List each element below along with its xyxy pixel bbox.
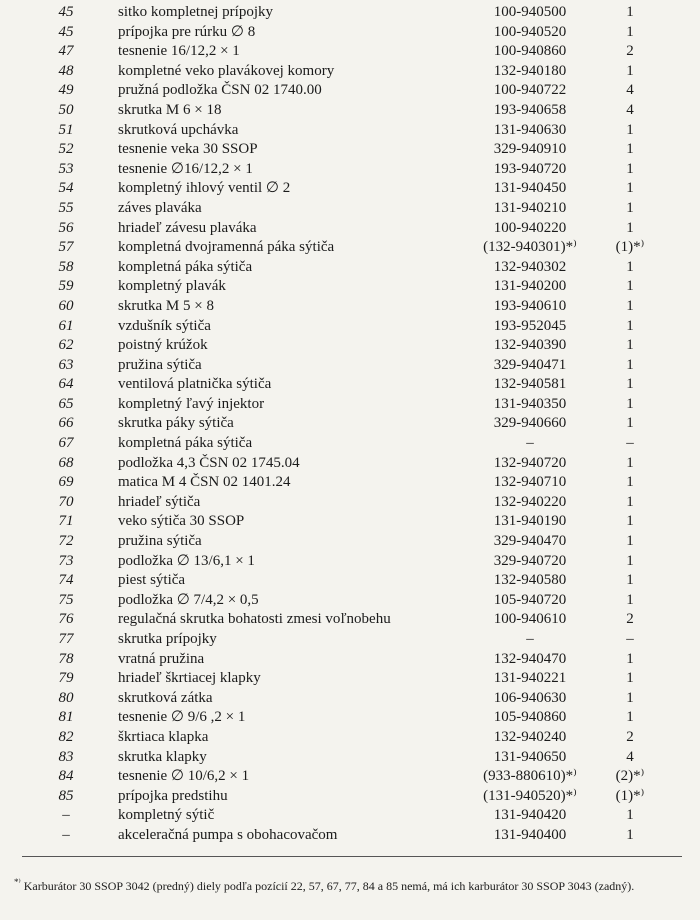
part-quantity: 1 <box>626 121 634 138</box>
table-row <box>0 748 700 768</box>
part-description: kompletné veko plavákovej komory <box>118 62 335 79</box>
part-description: matica M 4 ČSN 02 1401.24 <box>118 474 291 491</box>
part-quantity: 1 <box>626 689 634 706</box>
part-code: 132-940180 <box>493 62 567 79</box>
table-row <box>0 610 700 630</box>
position-number: – <box>62 807 70 824</box>
table-row <box>0 356 700 376</box>
part-code: 131-940210 <box>493 199 567 216</box>
table-row <box>0 395 700 415</box>
position-number: 55 <box>58 199 74 216</box>
part-description: skrutka páky sýtiča <box>118 415 234 432</box>
part-code: 131-940630 <box>493 121 567 138</box>
part-description: pružná podložka ČSN 02 1740.00 <box>118 82 322 99</box>
part-code: 100-940722 <box>493 82 567 99</box>
position-number: 83 <box>58 748 74 765</box>
part-code: 131-940200 <box>493 278 567 295</box>
position-number: 84 <box>58 768 74 785</box>
part-description: tesnenie 16/12,2 × 1 <box>118 43 240 60</box>
position-number: 65 <box>58 395 74 412</box>
part-description: skrutka klapky <box>118 748 207 765</box>
table-row <box>0 787 700 807</box>
part-quantity: 1 <box>626 278 634 295</box>
part-code: 132-940302 <box>493 258 567 275</box>
part-description: prípojka pre rúrku ∅ 8 <box>118 23 256 40</box>
table-row <box>0 669 700 689</box>
part-quantity: 1 <box>626 4 634 20</box>
position-number: 45 <box>58 4 74 20</box>
part-quantity: 1 <box>626 219 634 236</box>
part-description: piest sýtiča <box>118 572 186 589</box>
part-code: 131-940221 <box>493 670 567 687</box>
footnote-symbol: *⁾ <box>14 877 21 887</box>
part-code: 193-940610 <box>493 297 567 314</box>
part-quantity: 1 <box>626 709 634 726</box>
position-number: 73 <box>58 552 74 569</box>
part-description: skrutková upchávka <box>118 121 239 138</box>
position-number: 54 <box>58 180 74 197</box>
position-number: 70 <box>58 493 74 510</box>
table-row <box>0 199 700 219</box>
position-number: 75 <box>58 591 74 608</box>
part-quantity: 1 <box>626 199 634 216</box>
table-row <box>0 258 700 278</box>
part-description: kompletný ihlový ventil ∅ 2 <box>118 180 291 197</box>
part-quantity: 1 <box>626 297 634 314</box>
table-row <box>0 23 700 43</box>
part-quantity: 2 <box>626 43 634 60</box>
part-quantity: 1 <box>626 395 634 412</box>
position-number: 64 <box>58 376 74 393</box>
position-number: 58 <box>58 258 74 275</box>
part-quantity: 1 <box>626 317 634 334</box>
position-number: 59 <box>58 278 74 295</box>
footnote-text: Karburátor 30 SSOP 3042 (predný) diely podľa pozícií 22, 57, 67, 77, 84 a 85 nemá, má ich karburátor 30 SSOP 3043 (zadný). <box>23 879 635 893</box>
table-row <box>0 473 700 493</box>
position-number: 68 <box>58 454 74 471</box>
table-row <box>0 728 700 748</box>
part-quantity: – <box>626 631 634 647</box>
position-number: 49 <box>58 82 74 99</box>
table-row <box>0 160 700 180</box>
table-row <box>0 317 700 337</box>
part-code: 193-940720 <box>493 160 567 177</box>
part-code: 132-940220 <box>493 493 567 510</box>
part-code: 131-940350 <box>493 395 567 412</box>
part-quantity: 4 <box>626 101 634 118</box>
position-number: 63 <box>58 356 74 373</box>
table-row <box>0 434 700 454</box>
table-row <box>0 767 700 787</box>
position-number: 72 <box>58 533 74 550</box>
part-quantity: 1 <box>626 552 634 569</box>
part-description: hriadeľ sýtiča <box>118 493 201 510</box>
part-description: škrtiaca klapka <box>118 728 209 745</box>
part-description: tesnenie ∅ 10/6,2 × 1 <box>118 768 250 785</box>
position-number: 60 <box>58 297 74 314</box>
part-description: poistný krúžok <box>118 337 208 354</box>
part-quantity: (1)*⁾ <box>615 239 645 256</box>
part-description: kompletný sýtič <box>118 807 215 824</box>
part-description: vratná pružina <box>118 650 205 667</box>
part-code: (131-940520)*⁾ <box>483 787 577 804</box>
position-number: 66 <box>58 415 74 432</box>
part-description: regulačná skrutka bohatosti zmesi voľnobehu <box>118 611 391 628</box>
part-quantity: 1 <box>626 356 634 373</box>
part-code: 105-940860 <box>493 709 567 726</box>
part-code: 100-940500 <box>493 4 567 20</box>
position-number: 62 <box>58 337 74 354</box>
part-description: kompletná páka sýtiča <box>118 258 253 275</box>
part-description: kompletná páka sýtiča <box>118 435 253 452</box>
part-quantity: 1 <box>626 258 634 275</box>
part-code: 131-940450 <box>493 180 567 197</box>
table-row <box>0 297 700 317</box>
part-description: pružina sýtiča <box>118 533 202 550</box>
table-row <box>0 81 700 101</box>
part-description: hriadeľ škrtiacej klapky <box>118 670 261 687</box>
part-quantity: 1 <box>626 493 634 510</box>
part-code: 131-940420 <box>493 807 567 824</box>
position-number: 78 <box>58 650 74 667</box>
part-quantity: (1)*⁾ <box>615 787 645 804</box>
part-code: 132-940240 <box>493 728 567 745</box>
part-code: 329-940910 <box>493 141 567 158</box>
table-row <box>0 630 700 650</box>
part-code: 132-940581 <box>493 376 567 393</box>
table-row <box>0 140 700 160</box>
position-number: 57 <box>58 239 74 256</box>
position-number: 80 <box>58 689 74 706</box>
part-code: (132-940301)*⁾ <box>483 239 577 256</box>
part-description: podložka 4,3 ČSN 02 1745.04 <box>118 454 300 471</box>
part-description: podložka ∅ 13/6,1 × 1 <box>118 552 255 569</box>
table-row <box>0 512 700 532</box>
part-code: 329-940470 <box>493 533 567 550</box>
part-quantity: 1 <box>626 141 634 158</box>
part-description: prípojka predstihu <box>118 787 228 804</box>
part-quantity: 1 <box>626 533 634 550</box>
part-code: 132-940390 <box>493 337 567 354</box>
table-row <box>0 650 700 670</box>
part-code: 131-940400 <box>493 826 567 843</box>
part-description: hriadeľ závesu plaváka <box>118 219 257 236</box>
part-quantity: 1 <box>626 513 634 530</box>
part-code: – <box>526 631 534 647</box>
part-description: kompletná dvojramenná páka sýtiča <box>118 239 335 256</box>
table-row <box>0 121 700 141</box>
position-number: 61 <box>58 317 74 334</box>
part-description: tesnenie ∅ 9/6 ,2 × 1 <box>118 709 246 726</box>
part-quantity: 1 <box>626 826 634 843</box>
position-number: 69 <box>58 474 74 491</box>
part-code: 100-940860 <box>493 43 567 60</box>
part-code: 329-940660 <box>493 415 567 432</box>
part-quantity: 1 <box>626 591 634 608</box>
part-code: 100-940520 <box>493 23 567 40</box>
table-row <box>0 806 700 826</box>
part-quantity: 1 <box>626 474 634 491</box>
part-quantity: 1 <box>626 337 634 354</box>
position-number: 74 <box>58 572 74 589</box>
position-number: 81 <box>58 709 74 726</box>
part-description: kompletný plavák <box>118 278 226 295</box>
table-row <box>0 689 700 709</box>
table-row <box>0 708 700 728</box>
position-number: 85 <box>58 787 74 804</box>
part-description: sitko kompletnej prípojky <box>118 4 273 20</box>
part-code: 132-940710 <box>493 474 567 491</box>
part-quantity: 4 <box>626 748 634 765</box>
part-quantity: 1 <box>626 62 634 79</box>
part-code: – <box>526 435 534 452</box>
part-description: skrutka prípojky <box>118 631 217 647</box>
part-description: skrutková zátka <box>118 689 213 706</box>
part-quantity: 1 <box>626 23 634 40</box>
part-quantity: 1 <box>626 160 634 177</box>
part-code: 106-940630 <box>493 689 567 706</box>
table-row <box>0 591 700 611</box>
position-number: 67 <box>58 435 74 452</box>
part-quantity: 1 <box>626 454 634 471</box>
table-row <box>0 219 700 239</box>
part-quantity: 2 <box>626 611 634 628</box>
position-number: 45 <box>58 23 74 40</box>
part-description: skrutka M 6 × 18 <box>118 101 222 118</box>
position-number: 82 <box>58 728 74 745</box>
table-row <box>0 532 700 552</box>
part-quantity: 1 <box>626 572 634 589</box>
part-description: pružina sýtiča <box>118 356 202 373</box>
position-number: 50 <box>58 101 74 118</box>
table-row <box>0 414 700 434</box>
position-number: 56 <box>58 219 74 236</box>
position-number: 79 <box>58 670 74 687</box>
footnote <box>14 878 690 894</box>
table-row <box>0 179 700 199</box>
part-description: veko sýtiča 30 SSOP <box>118 513 245 530</box>
table-row <box>0 552 700 572</box>
part-code: 100-940220 <box>493 219 567 236</box>
table-row <box>0 826 700 846</box>
part-code: 131-940650 <box>493 748 567 765</box>
part-code: (933-880610)*⁾ <box>483 768 577 785</box>
part-quantity: 1 <box>626 670 634 687</box>
position-number: 48 <box>58 62 74 79</box>
part-description: tesnenie veka 30 SSOP <box>118 141 258 158</box>
table-row <box>0 454 700 474</box>
table-row <box>0 3 700 23</box>
position-number: – <box>62 826 70 843</box>
part-description: akceleračná pumpa s obohacovačom <box>118 826 338 843</box>
table-row <box>0 571 700 591</box>
part-quantity: (2)*⁾ <box>615 768 645 785</box>
table-row <box>0 493 700 513</box>
part-code: 193-940658 <box>493 101 567 118</box>
part-code: 193-952045 <box>493 317 567 334</box>
part-code: 132-940720 <box>493 454 567 471</box>
part-code: 132-940580 <box>493 572 567 589</box>
part-quantity: 1 <box>626 376 634 393</box>
part-description: záves plaváka <box>118 199 202 216</box>
part-quantity: 4 <box>626 82 634 99</box>
table-row <box>0 375 700 395</box>
position-number: 53 <box>58 160 74 177</box>
position-number: 71 <box>58 513 74 530</box>
part-quantity: 1 <box>626 650 634 667</box>
table-row <box>0 238 700 258</box>
part-quantity: 1 <box>626 415 634 432</box>
part-code: 132-940470 <box>493 650 567 667</box>
part-code: 105-940720 <box>493 591 567 608</box>
part-code: 131-940190 <box>493 513 567 530</box>
position-number: 47 <box>58 43 74 60</box>
table-row <box>0 336 700 356</box>
part-quantity: 1 <box>626 807 634 824</box>
part-code: 329-940720 <box>493 552 567 569</box>
part-description: ventilová platnička sýtiča <box>118 376 272 393</box>
footnote-divider <box>22 856 682 857</box>
table-row <box>0 62 700 82</box>
part-description: skrutka M 5 × 8 <box>118 297 214 314</box>
part-description: podložka ∅ 7/4,2 × 0,5 <box>118 591 259 608</box>
part-description: kompletný ľavý injektor <box>118 395 265 412</box>
part-description: tesnenie ∅16/12,2 × 1 <box>118 160 253 177</box>
table-row <box>0 42 700 62</box>
table-row <box>0 277 700 297</box>
position-number: 77 <box>58 631 74 647</box>
table-row <box>0 101 700 121</box>
position-number: 51 <box>58 121 74 138</box>
part-code: 100-940610 <box>493 611 567 628</box>
part-description: vzdušník sýtiča <box>118 317 211 334</box>
part-quantity: – <box>626 435 634 452</box>
part-quantity: 2 <box>626 728 634 745</box>
part-code: 329-940471 <box>493 356 567 373</box>
position-number: 76 <box>58 611 74 628</box>
position-number: 52 <box>58 141 74 158</box>
part-quantity: 1 <box>626 180 634 197</box>
